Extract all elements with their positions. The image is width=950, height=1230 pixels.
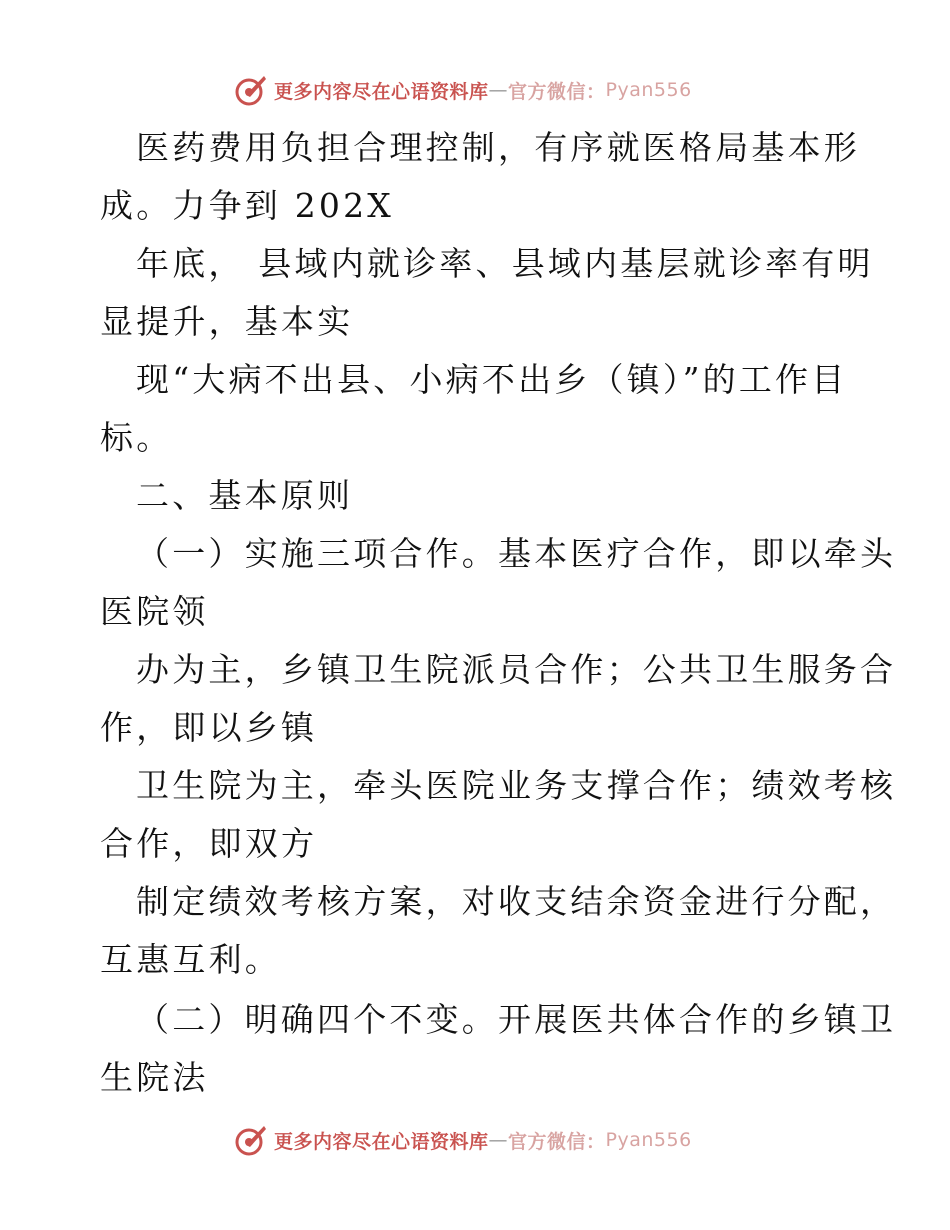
- watermark-wechat-id: Pyan556: [605, 79, 692, 101]
- watermark-site-text: 更多内容尽在心语资料库: [274, 80, 489, 103]
- watermark-footer: [234, 1122, 754, 1158]
- quill-logo-icon: [234, 73, 268, 107]
- watermark-wechat-label: 官方微信：: [508, 80, 606, 103]
- body-line: 医院领: [100, 592, 209, 631]
- body-line: （二）明确四个不变。开展医共体合作的乡镇卫: [136, 1000, 897, 1039]
- section-heading: 二、基本原则: [136, 476, 354, 515]
- watermark-dash: —: [488, 1129, 509, 1151]
- body-line: 生院法: [100, 1058, 209, 1097]
- body-line: 作，即以乡镇: [100, 708, 318, 747]
- quill-logo-icon: [234, 1123, 268, 1157]
- watermark-dash: —: [488, 79, 509, 101]
- body-line: 互惠互利。: [100, 940, 281, 979]
- body-line: 合作，即双方: [100, 824, 318, 863]
- watermark-wechat-label: 官方微信：: [508, 1130, 606, 1153]
- body-line: 制定绩效考核方案，对收支结余资金进行分配，: [136, 882, 897, 921]
- body-line: 现“大病不出县、小病不出乡（镇）”的工作目: [136, 360, 848, 399]
- body-line: 显提升，基本实: [100, 302, 354, 341]
- body-line: 医药费用负担合理控制，有序就医格局基本形: [136, 128, 860, 167]
- body-line: （一）实施三项合作。基本医疗合作，即以牵头: [136, 534, 897, 573]
- body-line: 标。: [100, 418, 173, 457]
- watermark-site-text: 更多内容尽在心语资料库: [274, 1130, 489, 1153]
- body-line: 年底， 县域内就诊率、县域内基层就诊率有明: [136, 244, 874, 283]
- body-line: 成。力争到 202X: [100, 186, 394, 225]
- watermark-header: [234, 72, 754, 108]
- watermark-wechat-id: Pyan556: [605, 1129, 692, 1151]
- body-line: 卫生院为主，牵头医院业务支撑合作；绩效考核: [136, 766, 897, 805]
- body-line: 办为主，乡镇卫生院派员合作；公共卫生服务合: [136, 650, 897, 689]
